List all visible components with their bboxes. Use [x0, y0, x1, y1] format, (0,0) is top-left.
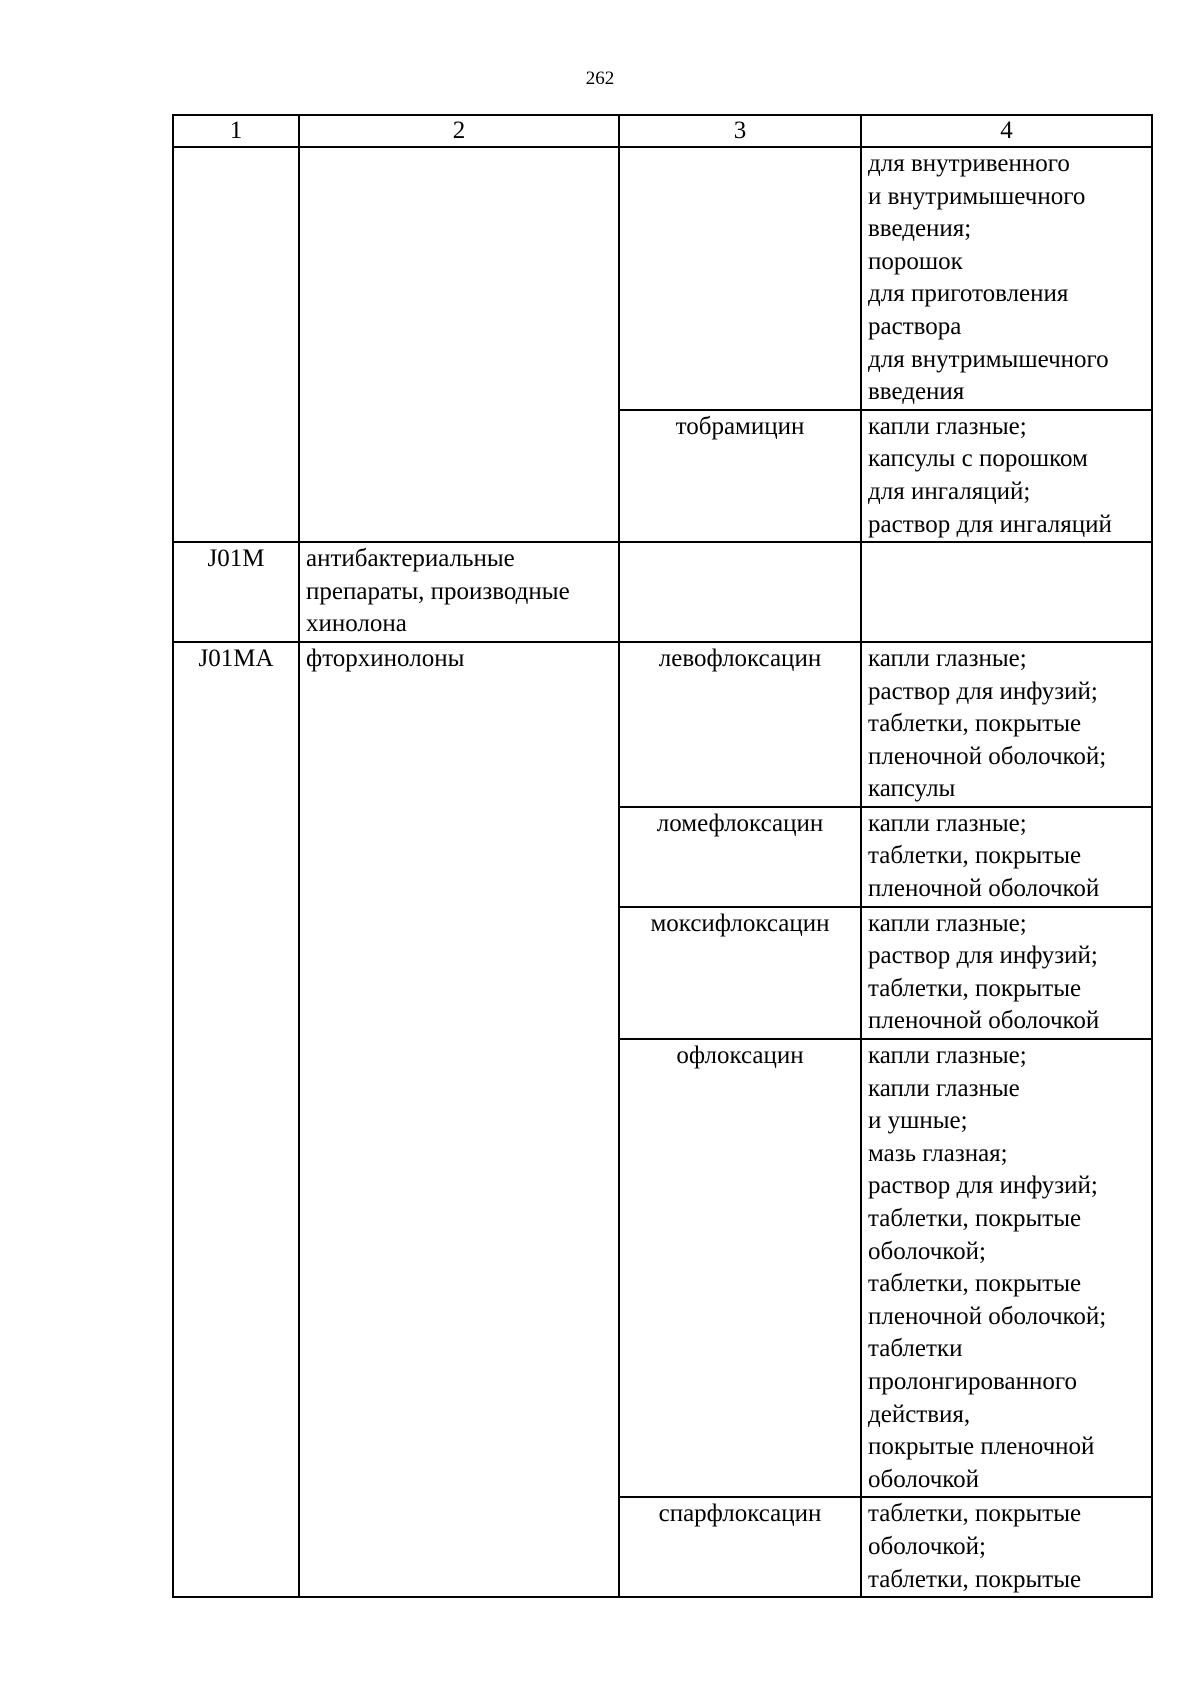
form-line: раствор для инфузий;	[868, 1172, 1098, 1200]
form-line: для ингаляций;	[868, 477, 1031, 505]
form-line: раствора	[868, 312, 962, 340]
form-line: для внутривенного	[868, 150, 1070, 177]
table-row	[173, 542, 1152, 642]
dosage-forms-cell	[861, 807, 1152, 907]
form-line: капсулы	[868, 775, 956, 803]
form-line: таблетки, покрытые	[868, 1500, 1082, 1528]
group-cell	[299, 642, 619, 1597]
inn-cell: офлоксацин	[619, 1039, 861, 1497]
form-line: действия,	[868, 1400, 971, 1428]
dosage-forms-cell	[861, 642, 1152, 807]
inn-cell	[619, 147, 861, 410]
atc-code-cell: J01MA	[173, 642, 299, 1597]
form-line: введения	[868, 378, 965, 406]
table-row	[173, 147, 1152, 410]
form-line: капли глазные;	[868, 909, 1027, 937]
form-line: раствор для инфузий;	[868, 677, 1098, 705]
form-line: пролонгированного	[868, 1367, 1077, 1395]
inn-cell: ломефлоксацин	[619, 807, 861, 907]
form-line: оболочкой	[868, 1465, 980, 1493]
inn-cell: спарфлоксацин	[619, 1497, 861, 1597]
form-line: таблетки, покрытые	[868, 710, 1082, 738]
form-line: порошок	[868, 247, 963, 275]
form-line: оболочкой;	[868, 1237, 986, 1265]
form-line: капсулы с порошком	[868, 445, 1088, 473]
form-line: пленочной оболочкой	[868, 1007, 1100, 1035]
page-number: 262	[585, 68, 615, 89]
dosage-forms-cell	[861, 907, 1152, 1039]
form-line: капли глазные	[868, 1074, 1020, 1102]
form-line: капли глазные;	[868, 644, 1027, 672]
form-line: оболочкой;	[868, 1532, 986, 1560]
form-line: пленочной оболочкой	[868, 875, 1100, 903]
table-row	[173, 642, 1152, 807]
form-line: капли глазные;	[868, 809, 1027, 837]
form-line: и внутримышечного	[868, 182, 1086, 210]
form-line: таблетки, покрытые	[868, 1565, 1082, 1593]
column-header-1: 1	[173, 115, 299, 147]
atc-code-cell	[173, 147, 299, 542]
dosage-forms-cell	[861, 410, 1152, 542]
form-line: капли глазные;	[868, 1042, 1027, 1070]
form-line: таблетки, покрытые	[868, 1270, 1082, 1298]
group-line: препараты, производные	[306, 577, 570, 605]
form-line: пленочной оболочкой;	[868, 1302, 1107, 1330]
group-line: антибактериальные	[306, 545, 515, 573]
header-row	[173, 115, 1152, 147]
form-line: и ушные;	[868, 1107, 968, 1135]
form-line: таблетки	[868, 1335, 963, 1363]
column-header-2: 2	[299, 115, 619, 147]
column-header-3: 3	[619, 115, 861, 147]
form-line: раствор для ингаляций	[868, 510, 1112, 538]
atc-code-cell: J01M	[173, 542, 299, 642]
inn-cell	[619, 542, 861, 642]
drug-table	[172, 114, 1153, 1598]
dosage-forms-cell	[861, 542, 1152, 642]
form-line: капли глазные;	[868, 412, 1027, 440]
form-line: таблетки, покрытые	[868, 974, 1082, 1002]
group-cell	[299, 542, 619, 642]
column-header-4: 4	[861, 115, 1152, 147]
dosage-forms-cell	[861, 1497, 1152, 1597]
group-cell	[299, 147, 619, 542]
form-line: раствор для инфузий;	[868, 942, 1098, 970]
form-line: для внутримышечного	[868, 345, 1109, 373]
form-line: таблетки, покрытые	[868, 842, 1082, 870]
dosage-forms-cell	[861, 147, 1152, 410]
inn-cell: левофлоксацин	[619, 642, 861, 807]
form-line: введения;	[868, 215, 972, 243]
form-line: мазь глазная;	[868, 1139, 1008, 1167]
form-line: для приготовления	[868, 280, 1069, 308]
form-line: таблетки, покрытые	[868, 1205, 1082, 1232]
form-line: пленочной оболочкой;	[868, 742, 1107, 770]
group-line: хинолона	[306, 610, 407, 638]
inn-cell: моксифлоксацин	[619, 907, 861, 1039]
form-line: покрытые пленочной	[868, 1433, 1095, 1461]
inn-cell: тобрамицин	[619, 410, 861, 542]
group-line: фторхинолоны	[306, 644, 465, 672]
dosage-forms-cell	[861, 1039, 1152, 1497]
